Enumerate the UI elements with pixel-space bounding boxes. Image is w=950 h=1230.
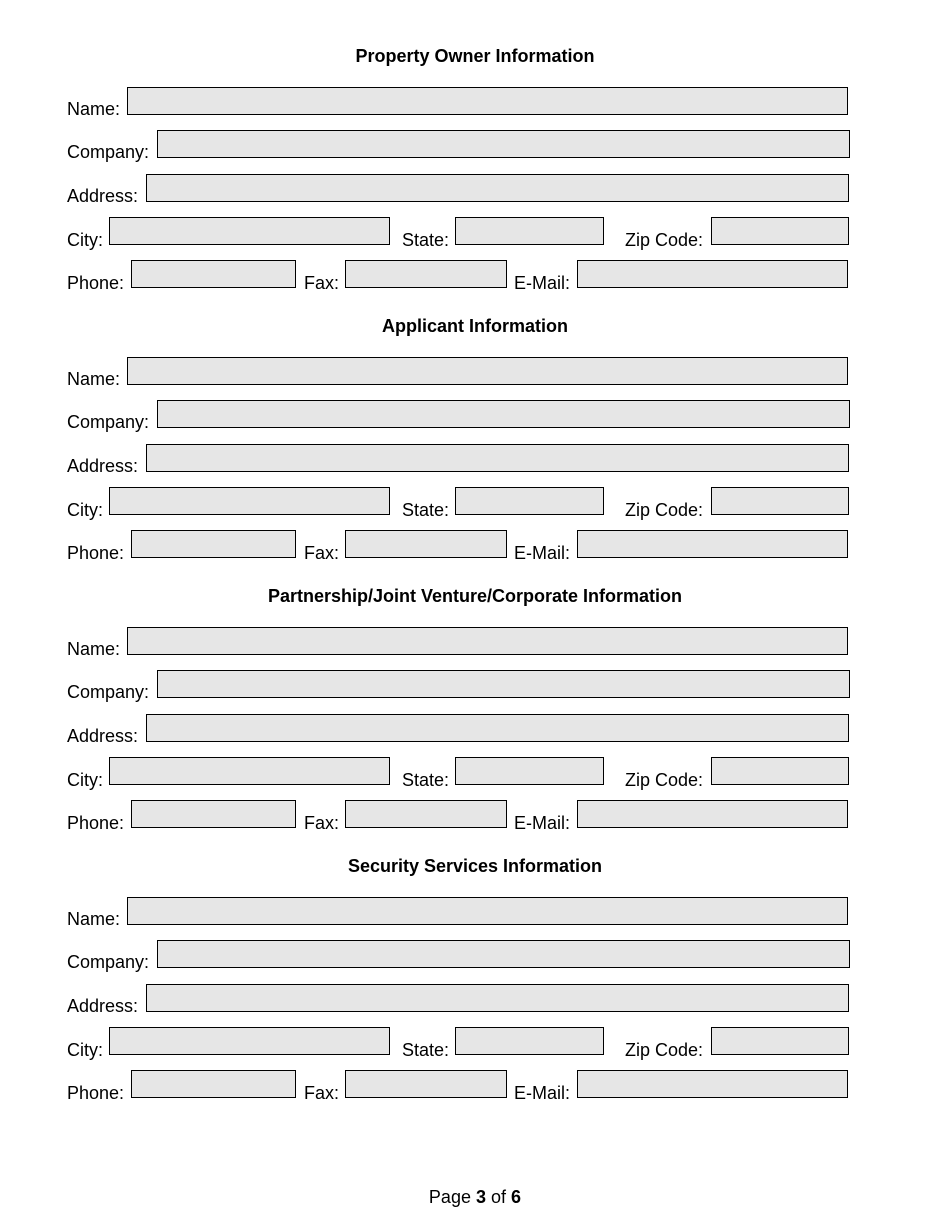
- city-field[interactable]: [109, 487, 390, 515]
- fax-field[interactable]: [345, 800, 507, 828]
- zip-field[interactable]: [711, 757, 849, 785]
- zip-field[interactable]: [711, 487, 849, 515]
- page-number: [0, 1186, 950, 1208]
- name-label: Name:: [67, 99, 121, 119]
- company-label: Company:: [67, 142, 150, 162]
- fax-field[interactable]: [345, 1070, 507, 1098]
- email-label: E-Mail:: [514, 1083, 571, 1103]
- state-label: State:: [402, 500, 450, 520]
- name-label: Name:: [67, 369, 121, 389]
- phone-field[interactable]: [131, 530, 296, 558]
- phone-field[interactable]: [131, 260, 296, 288]
- address-label: Address:: [67, 726, 139, 746]
- name-field[interactable]: [127, 627, 848, 655]
- zip-label: Zip Code:: [625, 230, 704, 250]
- address-field[interactable]: [146, 174, 849, 202]
- fax-label: Fax:: [304, 813, 340, 833]
- email-field[interactable]: [577, 800, 848, 828]
- email-label: E-Mail:: [514, 813, 571, 833]
- state-label: State:: [402, 230, 450, 250]
- state-field[interactable]: [455, 217, 604, 245]
- fax-label: Fax:: [304, 1083, 340, 1103]
- company-field[interactable]: [157, 130, 850, 158]
- company-label: Company:: [67, 682, 150, 702]
- section-applicant: [0, 315, 950, 565]
- page-total: 6: [511, 1187, 522, 1207]
- city-field[interactable]: [109, 217, 390, 245]
- section-title: Applicant Information: [382, 316, 568, 336]
- company-label: Company:: [67, 412, 150, 432]
- section-partnership: [0, 585, 950, 835]
- section-property-owner: [0, 45, 950, 295]
- state-field[interactable]: [455, 487, 604, 515]
- fax-field[interactable]: [345, 260, 507, 288]
- state-field[interactable]: [455, 1027, 604, 1055]
- page-prefix: Page: [428, 1187, 471, 1207]
- company-label: Company:: [67, 952, 150, 972]
- email-label: E-Mail:: [514, 543, 571, 563]
- name-field[interactable]: [127, 87, 848, 115]
- zip-label: Zip Code:: [625, 1040, 704, 1060]
- phone-label: Phone:: [67, 813, 125, 833]
- zip-field[interactable]: [711, 1027, 849, 1055]
- address-field[interactable]: [146, 984, 849, 1012]
- city-label: City:: [67, 230, 103, 250]
- city-field[interactable]: [109, 757, 390, 785]
- name-label: Name:: [67, 639, 121, 659]
- city-label: City:: [67, 1040, 103, 1060]
- address-field[interactable]: [146, 714, 849, 742]
- company-field[interactable]: [157, 940, 850, 968]
- page-separator: of: [491, 1187, 507, 1207]
- phone-field[interactable]: [131, 800, 296, 828]
- fax-label: Fax:: [304, 543, 340, 563]
- address-label: Address:: [67, 996, 139, 1016]
- phone-label: Phone:: [67, 543, 125, 563]
- address-label: Address:: [67, 456, 139, 476]
- state-label: State:: [402, 770, 450, 790]
- email-label: E-Mail:: [514, 273, 571, 293]
- company-field[interactable]: [157, 670, 850, 698]
- fax-field[interactable]: [345, 530, 507, 558]
- city-field[interactable]: [109, 1027, 390, 1055]
- state-label: State:: [402, 1040, 450, 1060]
- phone-field[interactable]: [131, 1070, 296, 1098]
- section-security-services: [0, 855, 950, 1105]
- address-field[interactable]: [146, 444, 849, 472]
- city-label: City:: [67, 770, 103, 790]
- name-field[interactable]: [127, 357, 848, 385]
- page-current: 3: [475, 1187, 486, 1207]
- name-label: Name:: [67, 909, 121, 929]
- fax-label: Fax:: [304, 273, 340, 293]
- phone-label: Phone:: [67, 1083, 125, 1103]
- section-title: Security Services Information: [347, 856, 603, 876]
- name-field[interactable]: [127, 897, 848, 925]
- email-field[interactable]: [577, 530, 848, 558]
- zip-label: Zip Code:: [625, 500, 704, 520]
- email-field[interactable]: [577, 260, 848, 288]
- company-field[interactable]: [157, 400, 850, 428]
- section-title: Property Owner Information: [355, 46, 595, 66]
- section-title: Partnership/Joint Venture/Corporate Information: [267, 586, 683, 606]
- email-field[interactable]: [577, 1070, 848, 1098]
- address-label: Address:: [67, 186, 139, 206]
- state-field[interactable]: [455, 757, 604, 785]
- city-label: City:: [67, 500, 103, 520]
- zip-field[interactable]: [711, 217, 849, 245]
- zip-label: Zip Code:: [625, 770, 704, 790]
- phone-label: Phone:: [67, 273, 125, 293]
